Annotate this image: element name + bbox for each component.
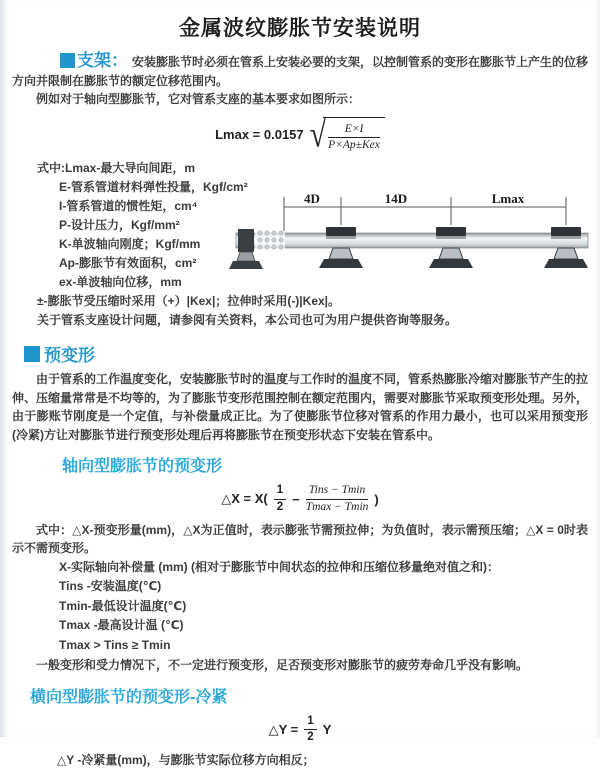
definition-line: Tmax > Tins ≥ Tmin — [59, 637, 171, 652]
axial-formula-explain: 式中：△X-预变形量(mm)，△X为正值时，表示膨张节需预拉伸；为负值时，表示需预压缩；△X = 0时表示不需预变形。 — [12, 522, 588, 556]
pipe-support-diagram — [236, 191, 588, 287]
fraction-denominator: 2 — [307, 731, 314, 744]
predeform-paragraph: 由于管系的工作温度变化，安装膨胀节时的温度与工作时的温度不同，管系热膨胀冷缩对膨胀节产生的拉伸、压缩量常常是不均等的，为了膨胀节变形范围控制在额定范围内，需要对膨胀节采取预变形处理。另外，由于膨账节刚度是一个定值，与补偿量成正比。为了使膨胀节位移对管系的作用力最小，也可以采用预变形(冷紧)方让对膨胀节进行预变形处理后再将膨胀节在预变形状态下安装在管系中。 — [12, 372, 589, 442]
temperature-fraction — [306, 484, 369, 515]
blue-square-icon — [60, 53, 75, 68]
fraction-numerator: 1 — [304, 715, 316, 731]
fraction-numerator: E×I — [328, 123, 380, 139]
blue-square-icon — [24, 346, 40, 362]
definition-line: Tmin-最低设计温度(℃) — [59, 598, 187, 613]
page-title: 金属波纹膨胀节安装说明 — [179, 17, 421, 40]
consult-line: 关于管系支座设计问题，请参阅有关资料，本公司也可为用户提供咨询等服务。 — [37, 312, 458, 327]
fraction-numerator: Tins − Tmin — [306, 484, 369, 500]
one-half-fraction — [304, 715, 316, 746]
lmax-formula — [12, 114, 588, 156]
support-intro-paragraph — [12, 52, 588, 90]
dim-label-14d: 14D — [384, 191, 408, 207]
lateral-formula-rhs: Y — [322, 722, 332, 738]
bellows-icon — [255, 231, 285, 249]
fraction-denominator: 2 — [276, 500, 284, 513]
definition-line: Ap-膨胀节有效面积，cm² — [59, 256, 197, 271]
support-example-line: 例如对于轴向型膨胀节，它对管系支座的基本要求如图所示： — [36, 92, 361, 106]
fraction-denominator: P×Ap±Kex — [328, 139, 380, 152]
one-half-fraction — [274, 484, 286, 515]
minus-operator: − — [292, 491, 300, 507]
support-section-label-text: 支架： — [77, 51, 128, 70]
definition-line: Tins -安装温度(℃) — [59, 579, 162, 594]
lateral-predeform-formula — [12, 715, 588, 746]
dim-label-4d: 4D — [304, 191, 320, 207]
fraction-numerator: 1 — [274, 484, 286, 500]
fraction-denominator: Tmax − Tmin — [305, 500, 369, 513]
definitions-and-diagram — [12, 159, 588, 292]
axial-note-line: 一般变形和受力情况下，不一定进行预变形，足否预变形对膨胀节的疲劳寿命几乎没有影响。 — [36, 658, 529, 673]
lateral-predeform-heading: 横向型膨胀节的预变形-冷紧 — [30, 688, 228, 706]
lateral-formula-explain: △Y -冷紧量(mm)，与膨胀节实际位移方向相反； — [57, 753, 315, 768]
definition-line: Tmax -最高设计温 (℃) — [59, 618, 184, 633]
definition-line: K-单波轴向刚度；Kgf/mm — [59, 237, 201, 252]
lmax-formula-lhs: Lmax = 0.0157 — [215, 127, 304, 143]
radical-body — [323, 117, 385, 154]
lmax-formula-fraction — [328, 123, 380, 154]
definition-line: ex-单波轴向位移，mm — [59, 275, 182, 290]
axial-definition-list — [12, 558, 588, 656]
radical-sign: √ — [309, 114, 327, 156]
definition-line: P-设计压力，Kgf/mm² — [59, 218, 180, 233]
predeform-section-title: 预变形 — [44, 346, 95, 366]
axial-formula-rhs: ) — [374, 491, 379, 507]
support-section-label — [60, 51, 128, 70]
lmax-formula-radical — [309, 114, 385, 156]
lateral-formula-lhs: △Y = — [268, 721, 299, 737]
plus-minus-line: ±-膨胀节受压缩时采用（+）|Kex|；拉伸时采用(-)|Kex|。 — [37, 294, 341, 309]
definition-line: E-管系管道材料弹性投量，Kgf/cm² — [59, 180, 248, 195]
axial-predeform-heading: 轴向型膨胀节的预变形 — [62, 458, 223, 476]
definition-line: 式中:Lmax-最大导向间距，m — [37, 161, 196, 176]
pipe — [236, 233, 588, 248]
axial-predeform-formula — [12, 484, 588, 515]
definition-line: X-实际轴向补偿量 (mm) (相对于膨胀节中间状态的拉伸和压缩位移量绝对值之和)： — [59, 559, 499, 574]
definition-line: I-管系管道的惯性矩，cm⁴ — [59, 199, 198, 214]
support-intro-text: 安装膨胀节时必须在管系上安装必要的支架，以控制管系的变形在膨胀节上产生的位移方向并限制在膨胀节的额定位移范围内。 — [12, 55, 589, 88]
predeform-section-header — [12, 341, 588, 366]
dim-label-lmax: Lmax — [491, 191, 525, 207]
axial-formula-lhs: △X = X( — [221, 491, 268, 507]
